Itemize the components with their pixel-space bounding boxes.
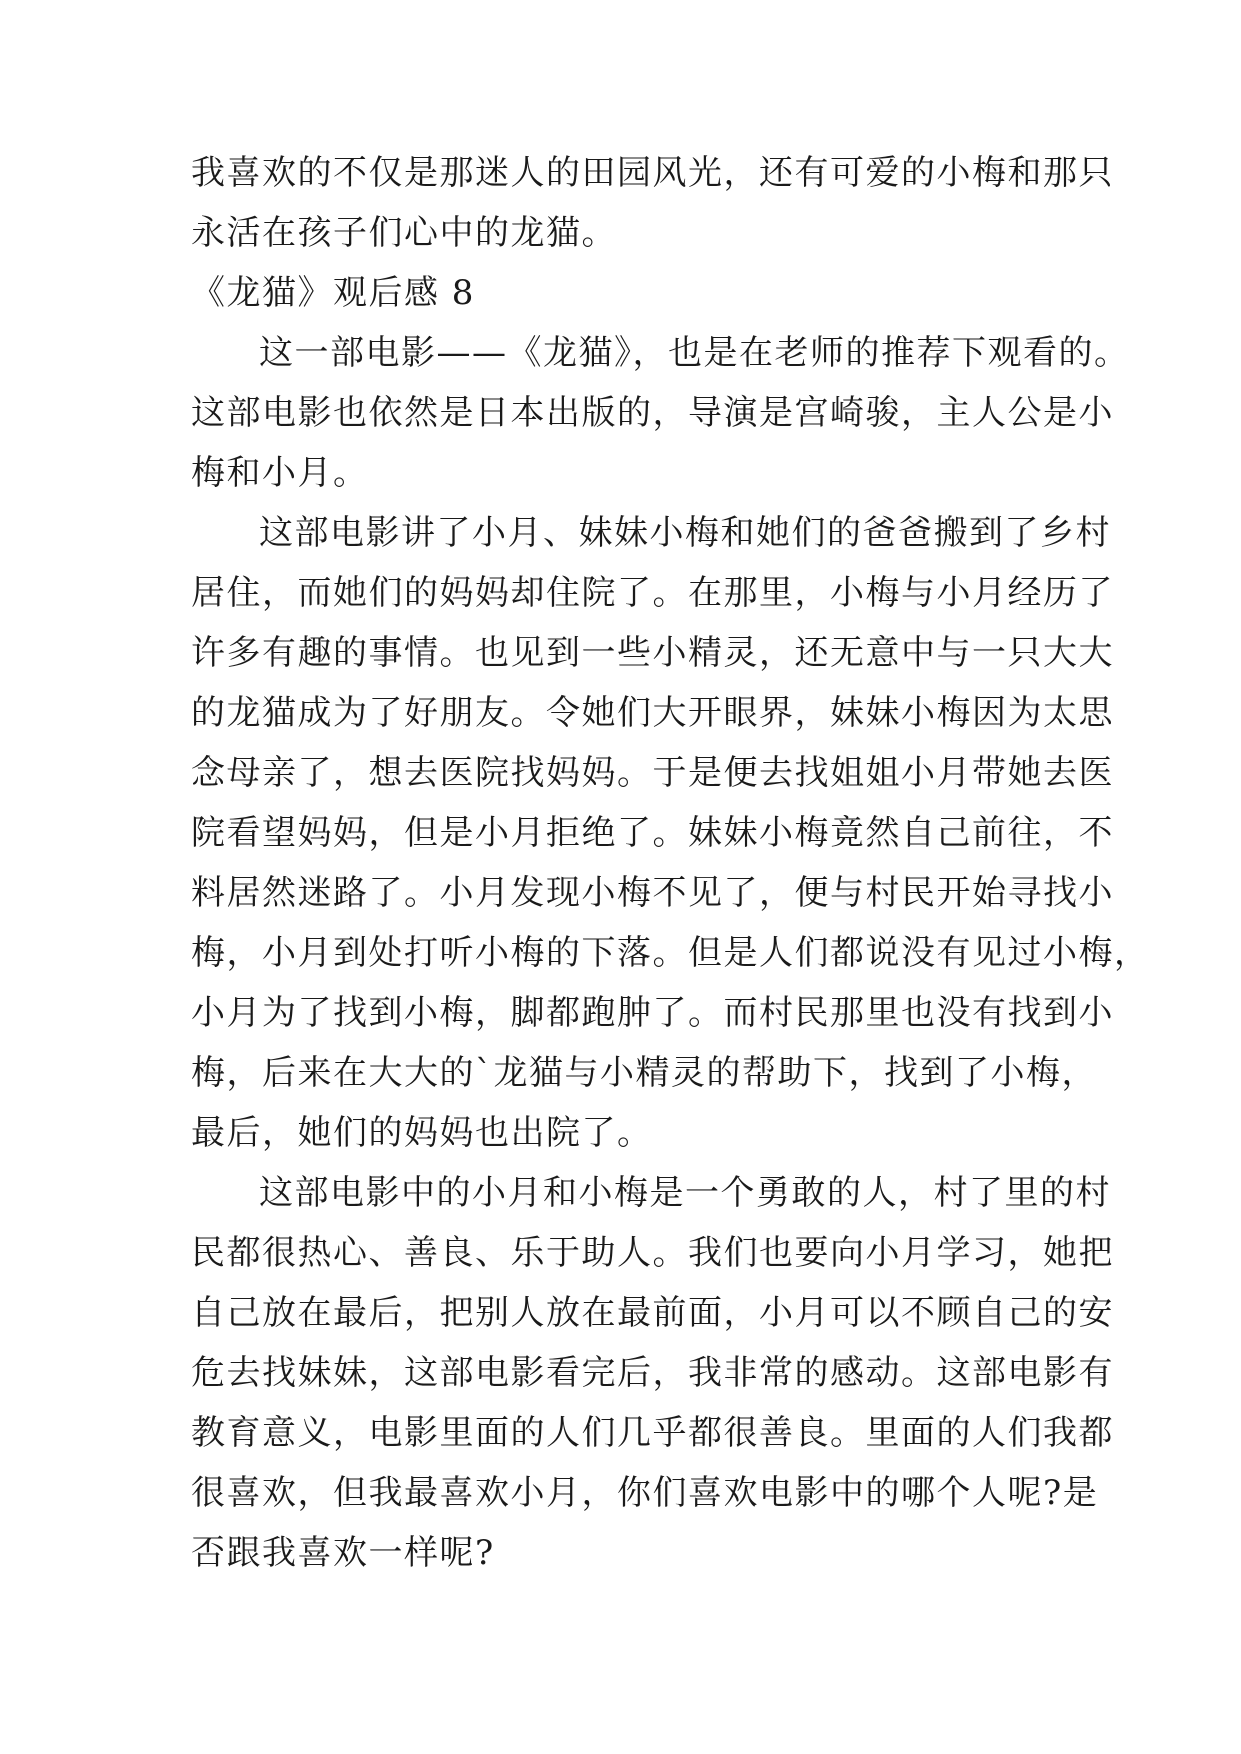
- text-line: 这部电影也依然是日本出版的，导演是宫崎骏，主人公是小: [191, 393, 1114, 433]
- paragraph-start-line: 这部电影讲了小月、妹妹小梅和她们的爸爸搬到了乡村: [259, 513, 1111, 553]
- text-line: 我喜欢的不仅是那迷人的田园风光，还有可爱的小梅和那只: [191, 153, 1114, 193]
- text-line: 最后，她们的妈妈也出院了。: [191, 1113, 653, 1153]
- text-line: 许多有趣的事情。也见到一些小精灵，还无意中与一只大大: [191, 633, 1114, 673]
- paragraph-start-line: 这部电影中的小月和小梅是一个勇敢的人，村了里的村: [259, 1173, 1111, 1213]
- text-line: 危去找妹妹，这部电影看完后，我非常的感动。这部电影有: [191, 1353, 1114, 1393]
- text-line: 院看望妈妈，但是小月拒绝了。妹妹小梅竟然自己前往，不: [191, 813, 1114, 853]
- text-line: 否跟我喜欢一样呢?: [191, 1533, 495, 1573]
- text-line: 民都很热心、善良、乐于助人。我们也要向小月学习，她把: [191, 1233, 1114, 1273]
- text-line: 梅，后来在大大的`龙猫与小精灵的帮助下，找到了小梅，: [191, 1053, 1097, 1093]
- text-line: 自己放在最后，把别人放在最前面，小月可以不顾自己的安: [191, 1293, 1114, 1333]
- text-line: 小月为了找到小梅，脚都跑肿了。而村民那里也没有找到小: [191, 993, 1114, 1033]
- text-line: 料居然迷路了。小月发现小梅不见了，便与村民开始寻找小: [191, 873, 1114, 913]
- section-title: 《龙猫》观后感 8: [191, 273, 475, 313]
- text-line: 的龙猫成为了好朋友。令她们大开眼界，妹妹小梅因为太思: [191, 693, 1114, 733]
- text-line: 永活在孩子们心中的龙猫。: [191, 213, 617, 253]
- text-line: 很喜欢，但我最喜欢小月，你们喜欢电影中的哪个人呢?是: [191, 1473, 1099, 1513]
- text-line: 居住，而她们的妈妈却住院了。在那里，小梅与小月经历了: [191, 573, 1114, 613]
- paragraph-start-line: 这一部电影——《龙猫》，也是在老师的推荐下观看的。: [259, 333, 1130, 373]
- text-line: 梅，小月到处打听小梅的下落。但是人们都说没有见过小梅，: [191, 933, 1150, 973]
- text-line: 念母亲了，想去医院找妈妈。于是便去找姐姐小月带她去医: [191, 753, 1114, 793]
- text-line: 梅和小月。: [191, 453, 369, 493]
- text-line: 教育意义，电影里面的人们几乎都很善良。里面的人们我都: [191, 1413, 1114, 1453]
